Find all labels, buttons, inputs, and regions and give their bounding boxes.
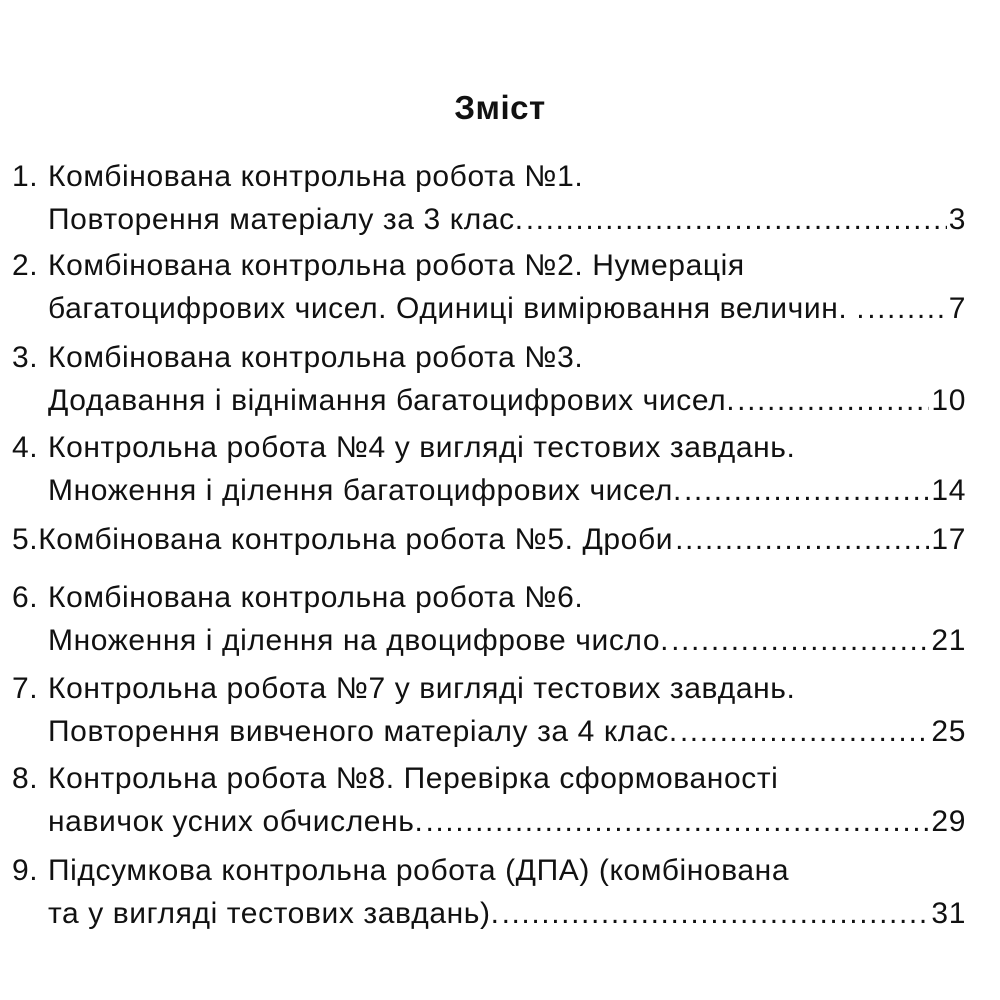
toc-entry-second-line <box>48 290 966 328</box>
toc-entry-title: Комбінована контрольна робота №5. Дроби <box>38 523 674 556</box>
toc-entry-subtitle: Повторення матеріалу за 3 клас. <box>48 203 524 236</box>
toc-entry-title: Контрольна робота №7 у вигляді тестових завдань. <box>48 672 796 705</box>
toc-entry-page[interactable]: 3 <box>948 203 966 236</box>
toc-entry-title: Комбінована контрольна робота №3. <box>48 341 584 374</box>
dot-leader <box>526 201 947 239</box>
toc-entry-page[interactable]: 10 <box>931 384 966 417</box>
toc-entry-first-line <box>12 579 583 617</box>
toc-entry-page[interactable]: 17 <box>931 523 966 556</box>
toc-entry-number: 9. <box>12 854 39 887</box>
toc-entry-first-line <box>12 670 795 708</box>
toc-entry-first-line <box>12 158 583 196</box>
toc-entry-title: Комбінована контрольна робота №1. <box>48 160 584 193</box>
toc-entry-title: Контрольна робота №4 у вигляді тестових завдань. <box>48 431 796 464</box>
toc-entry-number: 6. <box>12 581 39 614</box>
toc-entry-number: 8. <box>12 762 39 795</box>
dot-leader <box>675 521 929 559</box>
toc-entry-page[interactable]: 21 <box>931 624 966 657</box>
toc-entry-first-line <box>12 521 966 559</box>
toc-entry-number: 4. <box>12 431 39 464</box>
toc-entry-number: 5. <box>12 523 39 556</box>
toc-entry-subtitle: навичок усних обчислень. <box>48 805 424 838</box>
toc-entry-second-line <box>48 713 966 751</box>
toc-entry-subtitle: Множення і ділення багатоцифрових чисел. <box>48 474 682 507</box>
dot-leader <box>671 622 929 660</box>
toc-entry-page[interactable]: 25 <box>931 715 966 748</box>
dot-leader <box>425 803 929 841</box>
toc-entry-number: 3. <box>12 341 39 374</box>
toc-entry-second-line <box>48 895 966 933</box>
toc-entry-subtitle: Додавання і віднімання багатоцифрових чисел. <box>48 384 736 417</box>
toc-entry-title: Комбінована контрольна робота №2. Нумерація <box>48 249 745 282</box>
toc-entry-subtitle: багатоцифрових чисел. Одиниці вимірювання величин. . <box>48 292 866 325</box>
toc-entry-title: Підсумкова контрольна робота (ДПА) (комбінована <box>48 854 790 887</box>
toc-entry-second-line <box>48 622 966 660</box>
toc-entry-first-line <box>12 852 789 890</box>
dot-leader <box>684 472 929 510</box>
toc-entry-title: Комбінована контрольна робота №6. <box>48 581 584 614</box>
toc-entry-first-line <box>12 339 583 377</box>
toc-entry-page[interactable]: 7 <box>948 292 966 325</box>
toc-entry-second-line <box>48 201 966 239</box>
dot-leader <box>680 713 930 751</box>
toc-entry-second-line <box>48 472 966 510</box>
toc-entry-page[interactable]: 14 <box>931 474 966 507</box>
toc-entry-subtitle: Множення і ділення на двоцифрове число. <box>48 624 670 657</box>
dot-leader <box>502 895 930 933</box>
dot-leader <box>737 382 929 420</box>
toc-entry-first-line <box>12 760 778 798</box>
toc-entry-number: 2. <box>12 249 39 282</box>
toc-entry-second-line <box>48 803 966 841</box>
toc-entry-page[interactable]: 31 <box>931 897 966 930</box>
toc-entry-number: 7. <box>12 672 39 705</box>
toc-entry-first-line <box>12 247 745 285</box>
toc-entry-page[interactable]: 29 <box>931 805 966 838</box>
toc-entry-subtitle: Повторення вивченого матеріалу за 4 клас. <box>48 715 678 748</box>
toc-entry-second-line <box>48 382 966 420</box>
dot-leader <box>867 290 947 328</box>
toc-entry-number: 1. <box>12 160 39 193</box>
toc-title: Зміст <box>454 89 546 126</box>
toc-entry-subtitle: та у вигляді тестових завдань). <box>48 897 500 930</box>
toc-entry-first-line <box>12 429 795 467</box>
toc-entry-title: Контрольна робота №8. Перевірка сформованості <box>48 762 779 795</box>
